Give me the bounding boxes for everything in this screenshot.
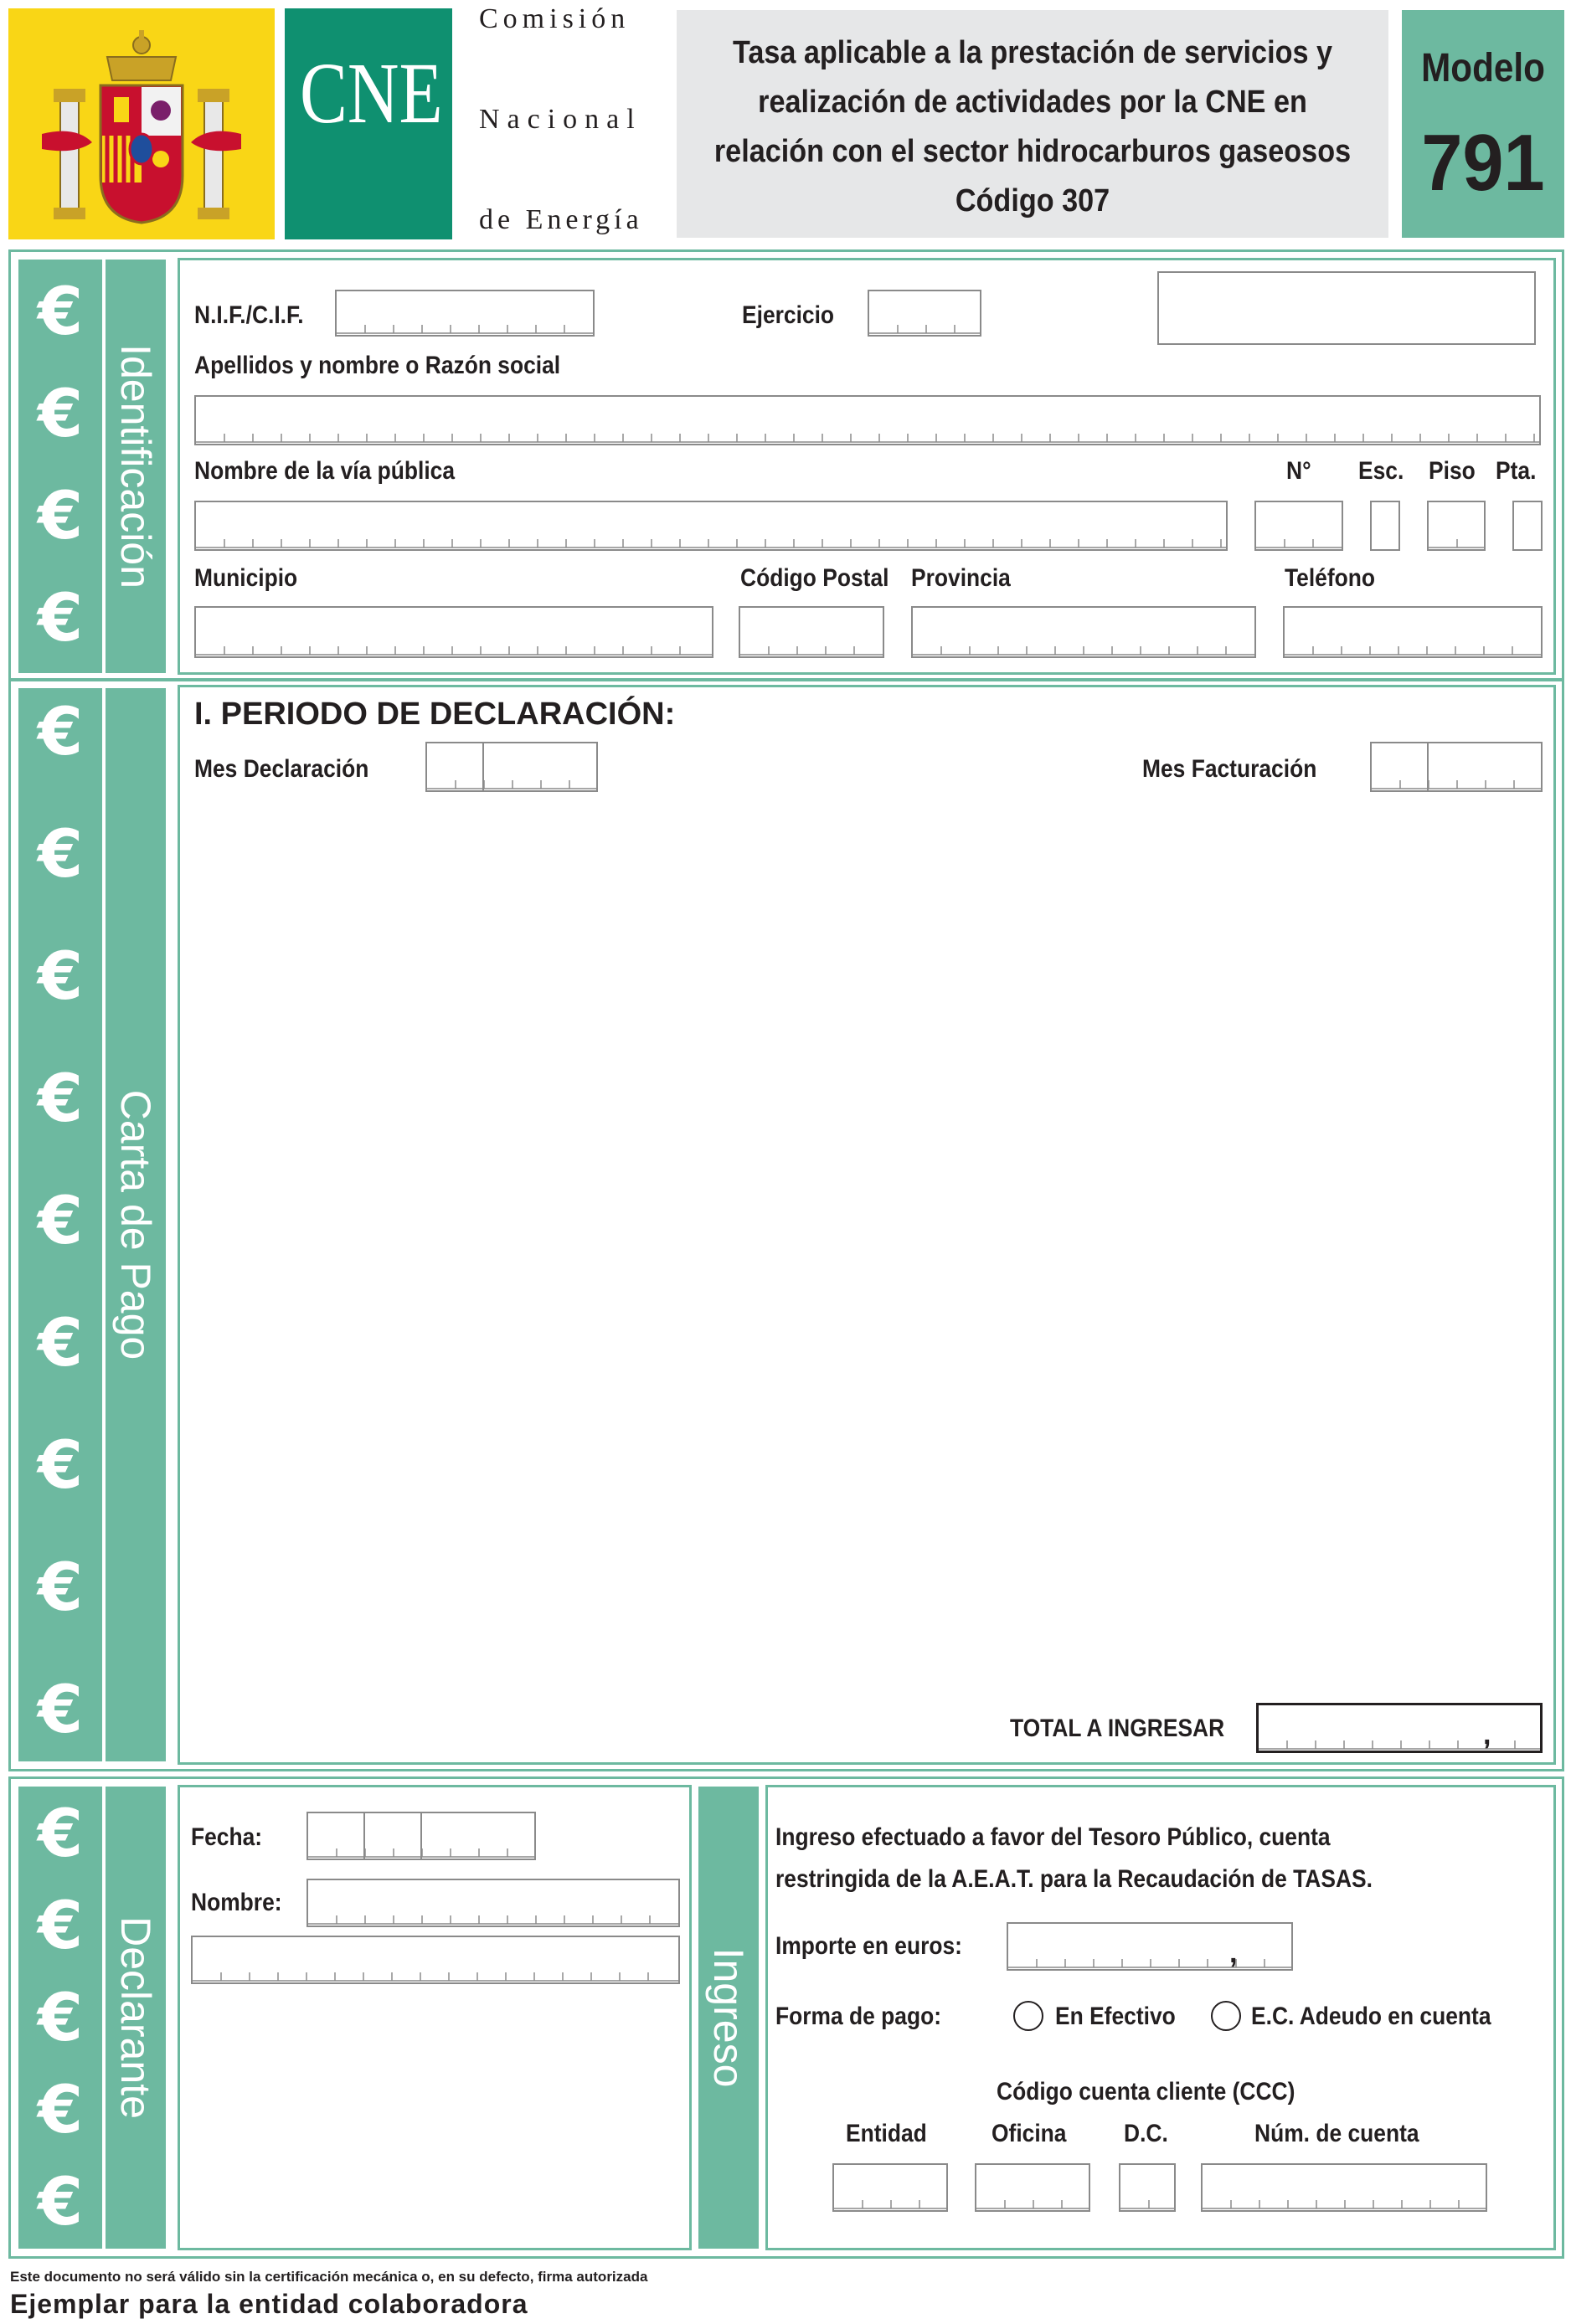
mes-declaracion-field[interactable] <box>425 742 598 792</box>
digit-ticks <box>196 432 1539 444</box>
digit-ticks <box>308 1847 534 1859</box>
identificacion-euro-strip <box>18 260 102 673</box>
nif-label: N.I.F./C.I.F. <box>194 301 304 329</box>
euro-icon: € <box>37 1981 84 2056</box>
digit-ticks <box>196 645 712 656</box>
form-title-box <box>677 10 1388 238</box>
modelo-box <box>1402 10 1564 238</box>
entidad-label: Entidad <box>846 2120 927 2147</box>
copy-label: Ejemplar para la entidad colaboradora <box>10 2289 528 2319</box>
identificacion-title-strip <box>106 260 166 673</box>
declarante-euro-strip <box>18 1787 102 2249</box>
total-field[interactable] <box>1256 1703 1543 1753</box>
euro-icon: € <box>37 2165 84 2240</box>
cne-logo <box>285 8 452 239</box>
euro-icon: € <box>37 581 84 656</box>
euro-icon: € <box>37 275 84 350</box>
razon-social-field[interactable] <box>194 395 1541 445</box>
nombre-label: Nombre: <box>191 1889 282 1916</box>
org-name-line-1: Comisión <box>479 3 631 34</box>
digit-ticks <box>337 323 593 335</box>
carta-pago-panel <box>178 685 1556 1765</box>
digit-ticks <box>1120 2198 1174 2210</box>
digit-ticks <box>1203 2198 1486 2210</box>
modelo-label: Modelo <box>1421 46 1545 90</box>
total-label: TOTAL A INGRESAR <box>1010 1715 1225 1742</box>
form-title <box>677 28 1388 226</box>
form-title-line-4: Código 307 <box>955 183 1110 219</box>
piso-label: Piso <box>1429 457 1476 485</box>
dc-field[interactable] <box>1119 2163 1176 2212</box>
digit-ticks <box>1429 537 1484 549</box>
cne-logo-text: CNE <box>300 45 443 141</box>
form-title-line-2: realización de actividades por la CNE en <box>758 85 1307 120</box>
num-cuenta-field[interactable] <box>1201 2163 1487 2212</box>
fecha-label: Fecha: <box>191 1823 263 1851</box>
euro-icon: € <box>37 1306 84 1381</box>
digit-ticks <box>193 1971 678 1982</box>
nif-field[interactable] <box>335 290 595 337</box>
euro-icon: € <box>37 1550 84 1626</box>
euro-icon: € <box>37 1797 84 1872</box>
periodo-heading: I. PERIODO DE DECLARACIÓN: <box>194 697 676 732</box>
mes-declaracion-label: Mes Declaración <box>194 755 369 783</box>
razon-social-label: Apellidos y nombre o Razón social <box>194 352 561 379</box>
legal-note: Este documento no será válido sin la certificación mecánica o, en su defecto, firma autorizada <box>10 2269 648 2285</box>
digit-ticks <box>1285 645 1541 656</box>
carta-pago-euro-strip <box>18 688 102 1761</box>
euro-icon: € <box>37 377 84 452</box>
org-name-line-2: Nacional <box>479 104 642 135</box>
euro-icon: € <box>37 1673 84 1748</box>
importe-label: Importe en euros: <box>775 1932 962 1960</box>
municipio-field[interactable] <box>194 606 713 658</box>
org-name-line-3: de Energía <box>479 204 643 235</box>
puerta-label: Pta. <box>1496 457 1537 485</box>
digit-ticks <box>1372 779 1541 790</box>
euro-icon: € <box>37 817 84 892</box>
adeudo-radio[interactable] <box>1211 2001 1241 2031</box>
mes-facturacion-field[interactable] <box>1370 742 1543 792</box>
puerta-field[interactable] <box>1512 501 1543 551</box>
ccc-heading: Código cuenta cliente (CCC) <box>997 2078 1295 2105</box>
numero-field[interactable] <box>1254 501 1343 551</box>
euro-icon: € <box>37 2073 84 2148</box>
carta-pago-title: Carta de Pago <box>112 1089 159 1360</box>
digit-ticks <box>308 1914 678 1926</box>
oficina-label: Oficina <box>992 2120 1067 2147</box>
euro-icon: € <box>37 939 84 1015</box>
declarante-title: Declarante <box>112 1916 159 2119</box>
dc-label: D.C. <box>1124 2120 1168 2147</box>
stamp-box <box>1157 271 1536 345</box>
digit-ticks <box>1259 1739 1540 1751</box>
ingreso-title-strip <box>698 1787 759 2249</box>
form-title-line-3: relación con el sector hidrocarburos gaseosos <box>713 134 1352 169</box>
municipio-label: Municipio <box>194 564 298 592</box>
digit-ticks <box>869 323 980 335</box>
euro-icon: € <box>37 1889 84 1964</box>
form-title-line-1: Tasa aplicable a la prestación de servicios y <box>732 35 1333 70</box>
codigo-postal-label: Código Postal <box>740 564 889 592</box>
digit-ticks <box>196 537 1226 549</box>
ingreso-info-line-1: Ingreso efectuado a favor del Tesoro Público, cuenta <box>775 1823 1331 1851</box>
num-cuenta-label: Núm. de cuenta <box>1254 2120 1419 2147</box>
modelo-number: 791 <box>1421 118 1545 208</box>
digit-ticks <box>740 645 883 656</box>
decimal-comma: , <box>1229 1937 1238 1969</box>
ingreso-info-line-2: restringida de la A.E.A.T. para la Recaudación de TASAS. <box>775 1865 1373 1893</box>
euro-icon: € <box>37 1428 84 1504</box>
digit-ticks <box>834 2198 946 2210</box>
digit-ticks <box>913 645 1254 656</box>
piso-field[interactable] <box>1427 501 1486 551</box>
digit-ticks <box>1256 537 1342 549</box>
telefono-label: Teléfono <box>1285 564 1376 592</box>
euro-icon: € <box>37 695 84 770</box>
fecha-field[interactable] <box>306 1812 536 1860</box>
entidad-field[interactable] <box>832 2163 948 2212</box>
codigo-postal-field[interactable] <box>739 606 884 658</box>
adeudo-label: E.C. Adeudo en cuenta <box>1251 2003 1491 2030</box>
ingreso-title: Ingreso <box>705 1947 752 2088</box>
digit-ticks <box>976 2198 1089 2210</box>
oficina-field[interactable] <box>975 2163 1090 2212</box>
provincia-field[interactable] <box>911 606 1256 658</box>
euro-icon: € <box>37 479 84 554</box>
digit-ticks <box>1008 1957 1291 1969</box>
spain-coat-of-arms <box>8 8 275 239</box>
ejercicio-field[interactable] <box>868 290 981 337</box>
identificacion-title: Identificación <box>112 344 159 589</box>
decimal-comma: , <box>1483 1719 1491 1751</box>
efectivo-label: En Efectivo <box>1055 2003 1176 2030</box>
provincia-label: Provincia <box>911 564 1011 592</box>
carta-pago-title-strip <box>106 688 166 1761</box>
euro-icon: € <box>37 1184 84 1259</box>
via-publica-field[interactable] <box>194 501 1228 551</box>
numero-label: N° <box>1286 457 1311 485</box>
importe-field[interactable] <box>1007 1922 1293 1971</box>
nombre-field-line-2[interactable] <box>191 1936 680 1984</box>
forma-pago-label: Forma de pago: <box>775 2003 942 2030</box>
digit-ticks <box>427 779 596 790</box>
mes-facturacion-label: Mes Facturación <box>1142 755 1317 783</box>
via-publica-label: Nombre de la vía pública <box>194 457 456 485</box>
efectivo-radio[interactable] <box>1013 2001 1043 2031</box>
escalera-field[interactable] <box>1370 501 1400 551</box>
escalera-label: Esc. <box>1358 457 1404 485</box>
ejercicio-label: Ejercicio <box>742 301 835 329</box>
telefono-field[interactable] <box>1283 606 1543 658</box>
nombre-field-line-1[interactable] <box>306 1879 680 1927</box>
declarante-title-strip <box>106 1787 166 2249</box>
euro-icon: € <box>37 1062 84 1137</box>
